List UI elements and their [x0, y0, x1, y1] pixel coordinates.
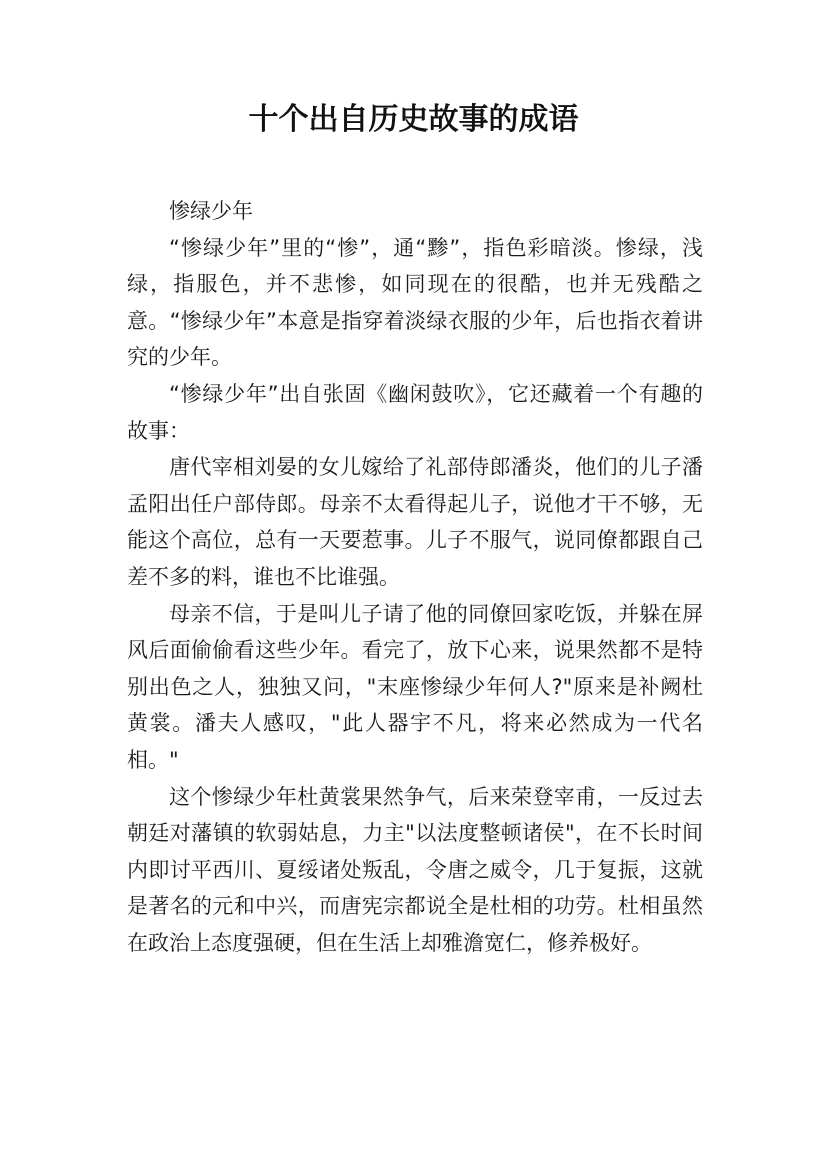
section-heading: 惨绿少年	[169, 199, 253, 223]
paragraph: 这个惨绿少年杜黄裳果然争气，后来荣登宰甫，一反过去朝廷对藩镇的软弱姑息，力主"以法度整顿诸侯"，在不长时间内即讨平西川、夏绥诸处叛乱，令唐之威令，几于复振，这就是著名的元和中兴，而唐宪宗都说全是杜相的功劳。杜相虽然在政治上态度强硬，但在生活上却雅澹宽仁，修养极好。	[127, 784, 703, 955]
paragraph: “惨绿少年”出自张固《幽闲鼓吹》，它还藏着一个有趣的故事：	[127, 381, 703, 443]
paragraph: 母亲不信，于是叫儿子请了他的同僚回家吃饭，并躲在屏风后面偷偷看这些少年。看完了，放下心来，说果然都不是特别出色之人，独独又问，"末座惨绿少年何人?"原来是补阙杜黄裳。潘夫人感叹，"此人器宇不凡，将来必然成为一代名相。"	[127, 601, 703, 772]
page-title: 十个出自历史故事的成语	[248, 102, 579, 137]
document-body	[127, 193, 703, 961]
paragraph: “惨绿少年”里的“惨”，通“黪”，指色彩暗淡。惨绿，浅绿，指服色，并不悲惨，如同现在的很酷，也并无残酷之意。“惨绿少年”本意是指穿着淡绿衣服的少年，后也指衣着讲究的少年。	[127, 235, 703, 370]
paragraph: 唐代宰相刘晏的女儿嫁给了礼部侍郎潘炎，他们的儿子潘孟阳出任户部侍郎。母亲不太看得起儿子，说他才干不够，无能这个高位，总有一天要惹事。儿子不服气，说同僚都跟自己差不多的料，谁也不比谁强。	[127, 455, 703, 589]
